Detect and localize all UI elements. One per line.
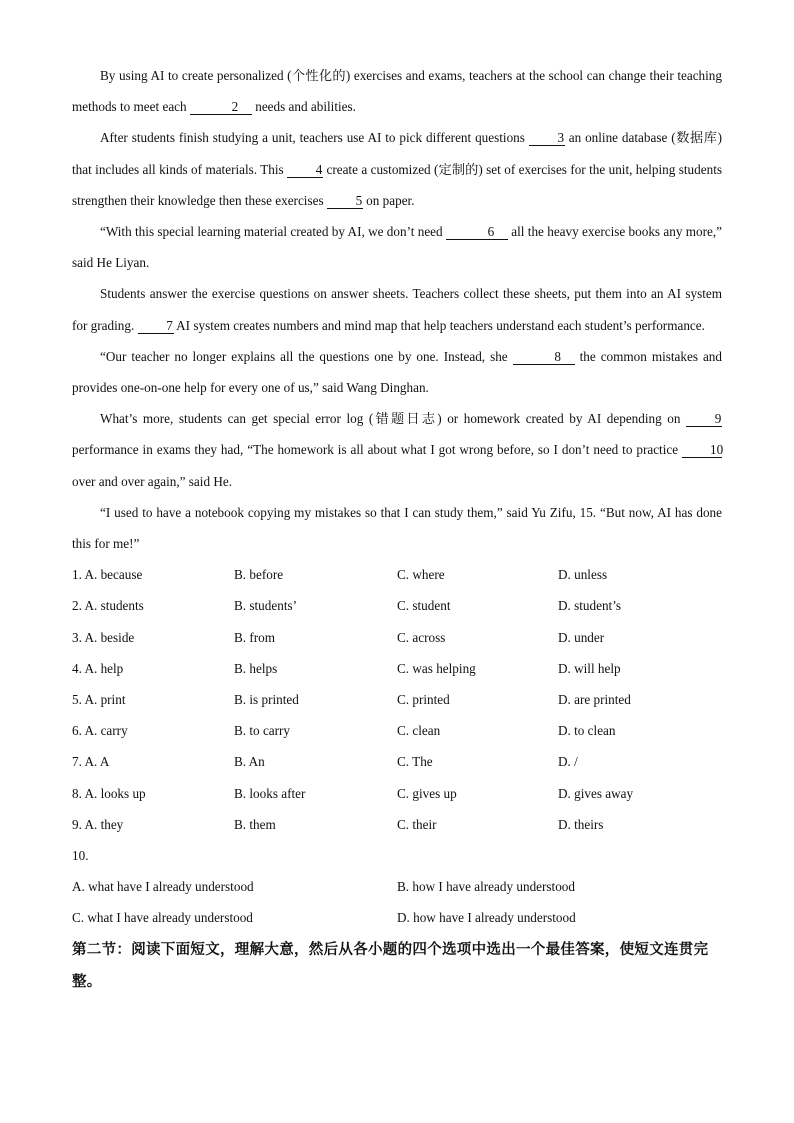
passage-paragraph <box>72 216 722 278</box>
option-a[interactable]: 3. A. beside <box>72 629 135 645</box>
option-c[interactable]: C. printed <box>397 692 450 708</box>
option-d[interactable]: D. under <box>558 629 605 645</box>
option-row <box>72 902 722 933</box>
option-a[interactable]: 6. A. carry <box>72 723 128 739</box>
option-a[interactable]: A. what have I already understood <box>72 879 254 895</box>
option-a[interactable]: 8. A. looks up <box>72 785 146 801</box>
section-heading: 第二节：阅读下面短文，理解大意，然后从各小题的四个选项中选出一个最佳答案，使短文连贯完整。 <box>72 941 709 990</box>
question-9 <box>72 809 722 840</box>
option-b[interactable]: B. An <box>234 754 265 770</box>
option-b[interactable]: B. before <box>234 567 284 583</box>
paragraph-text: After students finish studying a unit, teachers use AI to pick different questions <box>100 130 529 146</box>
blank-5[interactable]: 5 <box>327 193 363 209</box>
paragraph-text: the common mistakes and provides one-on-one help for every one of us,” said Wang Dinghan. <box>72 348 722 396</box>
paragraph-text: needs and abilities. <box>251 99 356 115</box>
option-b[interactable]: B. is printed <box>234 692 299 708</box>
option-c[interactable]: C. where <box>397 567 445 583</box>
option-d[interactable]: D. theirs <box>558 816 604 832</box>
question-7 <box>72 746 722 777</box>
paragraph-text: AI system creates numbers and mind map that help teachers understand each student’s performance. <box>173 317 705 333</box>
option-d[interactable]: D. / <box>558 754 578 770</box>
passage-paragraph <box>72 278 722 340</box>
paragraph-text: “I used to have a notebook copying my mistakes so that I can study them,” said Yu Zifu, 15. “But now, AI has done this for me!” <box>72 504 722 552</box>
paragraph-text: What’s more, students can get special error log (错题日志) or homework created by AI depending on <box>100 411 686 427</box>
option-c[interactable]: C. across <box>397 629 446 645</box>
option-c[interactable]: C. clean <box>397 723 441 739</box>
passage-paragraph <box>72 122 722 216</box>
paragraph-text: By using AI to create personalized (个性化的) exercises and exams, teachers at the school can change their teaching methods to meet each <box>72 68 722 115</box>
option-row <box>72 871 722 902</box>
option-b[interactable]: B. them <box>234 816 276 832</box>
option-c[interactable]: C. gives up <box>397 785 457 801</box>
blank-6[interactable]: 6 <box>446 224 508 240</box>
question-4 <box>72 653 722 684</box>
question-1 <box>72 559 722 590</box>
option-a[interactable]: 2. A. students <box>72 598 144 614</box>
option-d[interactable]: D. will help <box>558 660 621 676</box>
paragraph-text: over and over again,” said He. <box>72 473 233 489</box>
passage-paragraph <box>72 403 722 497</box>
option-d[interactable]: D. how have I already understood <box>397 910 576 926</box>
passage-paragraph <box>72 60 722 122</box>
option-b[interactable]: B. how I have already understood <box>397 879 575 895</box>
blank-2[interactable]: 2 <box>190 99 252 115</box>
blank-8[interactable]: 8 <box>513 349 575 365</box>
option-c[interactable]: C. their <box>397 816 437 832</box>
option-b[interactable]: B. from <box>234 629 276 645</box>
passage-paragraph <box>72 341 722 403</box>
paragraph-text: “Our teacher no longer explains all the questions one by one. Instead, she <box>100 348 513 364</box>
blank-3[interactable]: 3 <box>529 130 565 146</box>
paragraph-text: “With this special learning material created by AI, we don’t need <box>100 224 446 240</box>
option-c[interactable]: C. student <box>397 598 451 614</box>
option-d[interactable]: D. unless <box>558 567 608 583</box>
paragraph-text: an online database (数据库) that includes all kinds of materials. This <box>72 130 722 177</box>
question-8 <box>72 778 722 809</box>
option-a[interactable]: 5. A. print <box>72 692 126 708</box>
blank-10[interactable]: 10 <box>682 442 722 458</box>
option-a[interactable]: 1. A. because <box>72 567 143 583</box>
question-5 <box>72 684 722 715</box>
cloze-passage <box>72 60 722 559</box>
question-2 <box>72 590 722 621</box>
option-a[interactable]: 7. A. A <box>72 754 110 770</box>
question-10 <box>72 840 722 934</box>
paragraph-text: create a customized (定制的) set of exercises for the unit, helping students strengthen their knowledge then these exercises <box>72 161 722 208</box>
option-d[interactable]: D. to clean <box>558 723 616 739</box>
option-d[interactable]: D. student’s <box>558 598 622 614</box>
paragraph-text: on paper. <box>362 192 415 208</box>
paragraph-text: all the heavy exercise books any more,” said He Liyan. <box>72 224 722 271</box>
option-a[interactable]: 9. A. they <box>72 816 124 832</box>
option-a[interactable]: 4. A. help <box>72 660 124 676</box>
option-b[interactable]: B. students’ <box>234 598 298 614</box>
passage-paragraph <box>72 497 722 559</box>
blank-7[interactable]: 7 <box>138 318 174 334</box>
paragraph-text: Students answer the exercise questions on answer sheets. Teachers collect these sheets, put them into an AI system for grading. <box>72 286 722 333</box>
question-6 <box>72 715 722 746</box>
document-page <box>72 60 722 998</box>
option-b[interactable]: B. helps <box>234 660 278 676</box>
option-c[interactable]: C. was helping <box>397 660 476 676</box>
blank-9[interactable]: 9 <box>686 411 722 427</box>
option-c[interactable]: C. The <box>397 754 433 770</box>
question-number: 10. <box>72 848 89 864</box>
question-list <box>72 559 722 840</box>
blank-4[interactable]: 4 <box>287 162 323 178</box>
option-b[interactable]: B. looks after <box>234 785 306 801</box>
paragraph-text: performance in exams they had, “The homework is all about what I got wrong before, so I don’t need to practice <box>72 442 682 458</box>
option-d[interactable]: D. gives away <box>558 785 634 801</box>
option-b[interactable]: B. to carry <box>234 723 291 739</box>
option-d[interactable]: D. are printed <box>558 692 631 708</box>
question-3 <box>72 622 722 653</box>
option-c[interactable]: C. what I have already understood <box>72 910 253 926</box>
